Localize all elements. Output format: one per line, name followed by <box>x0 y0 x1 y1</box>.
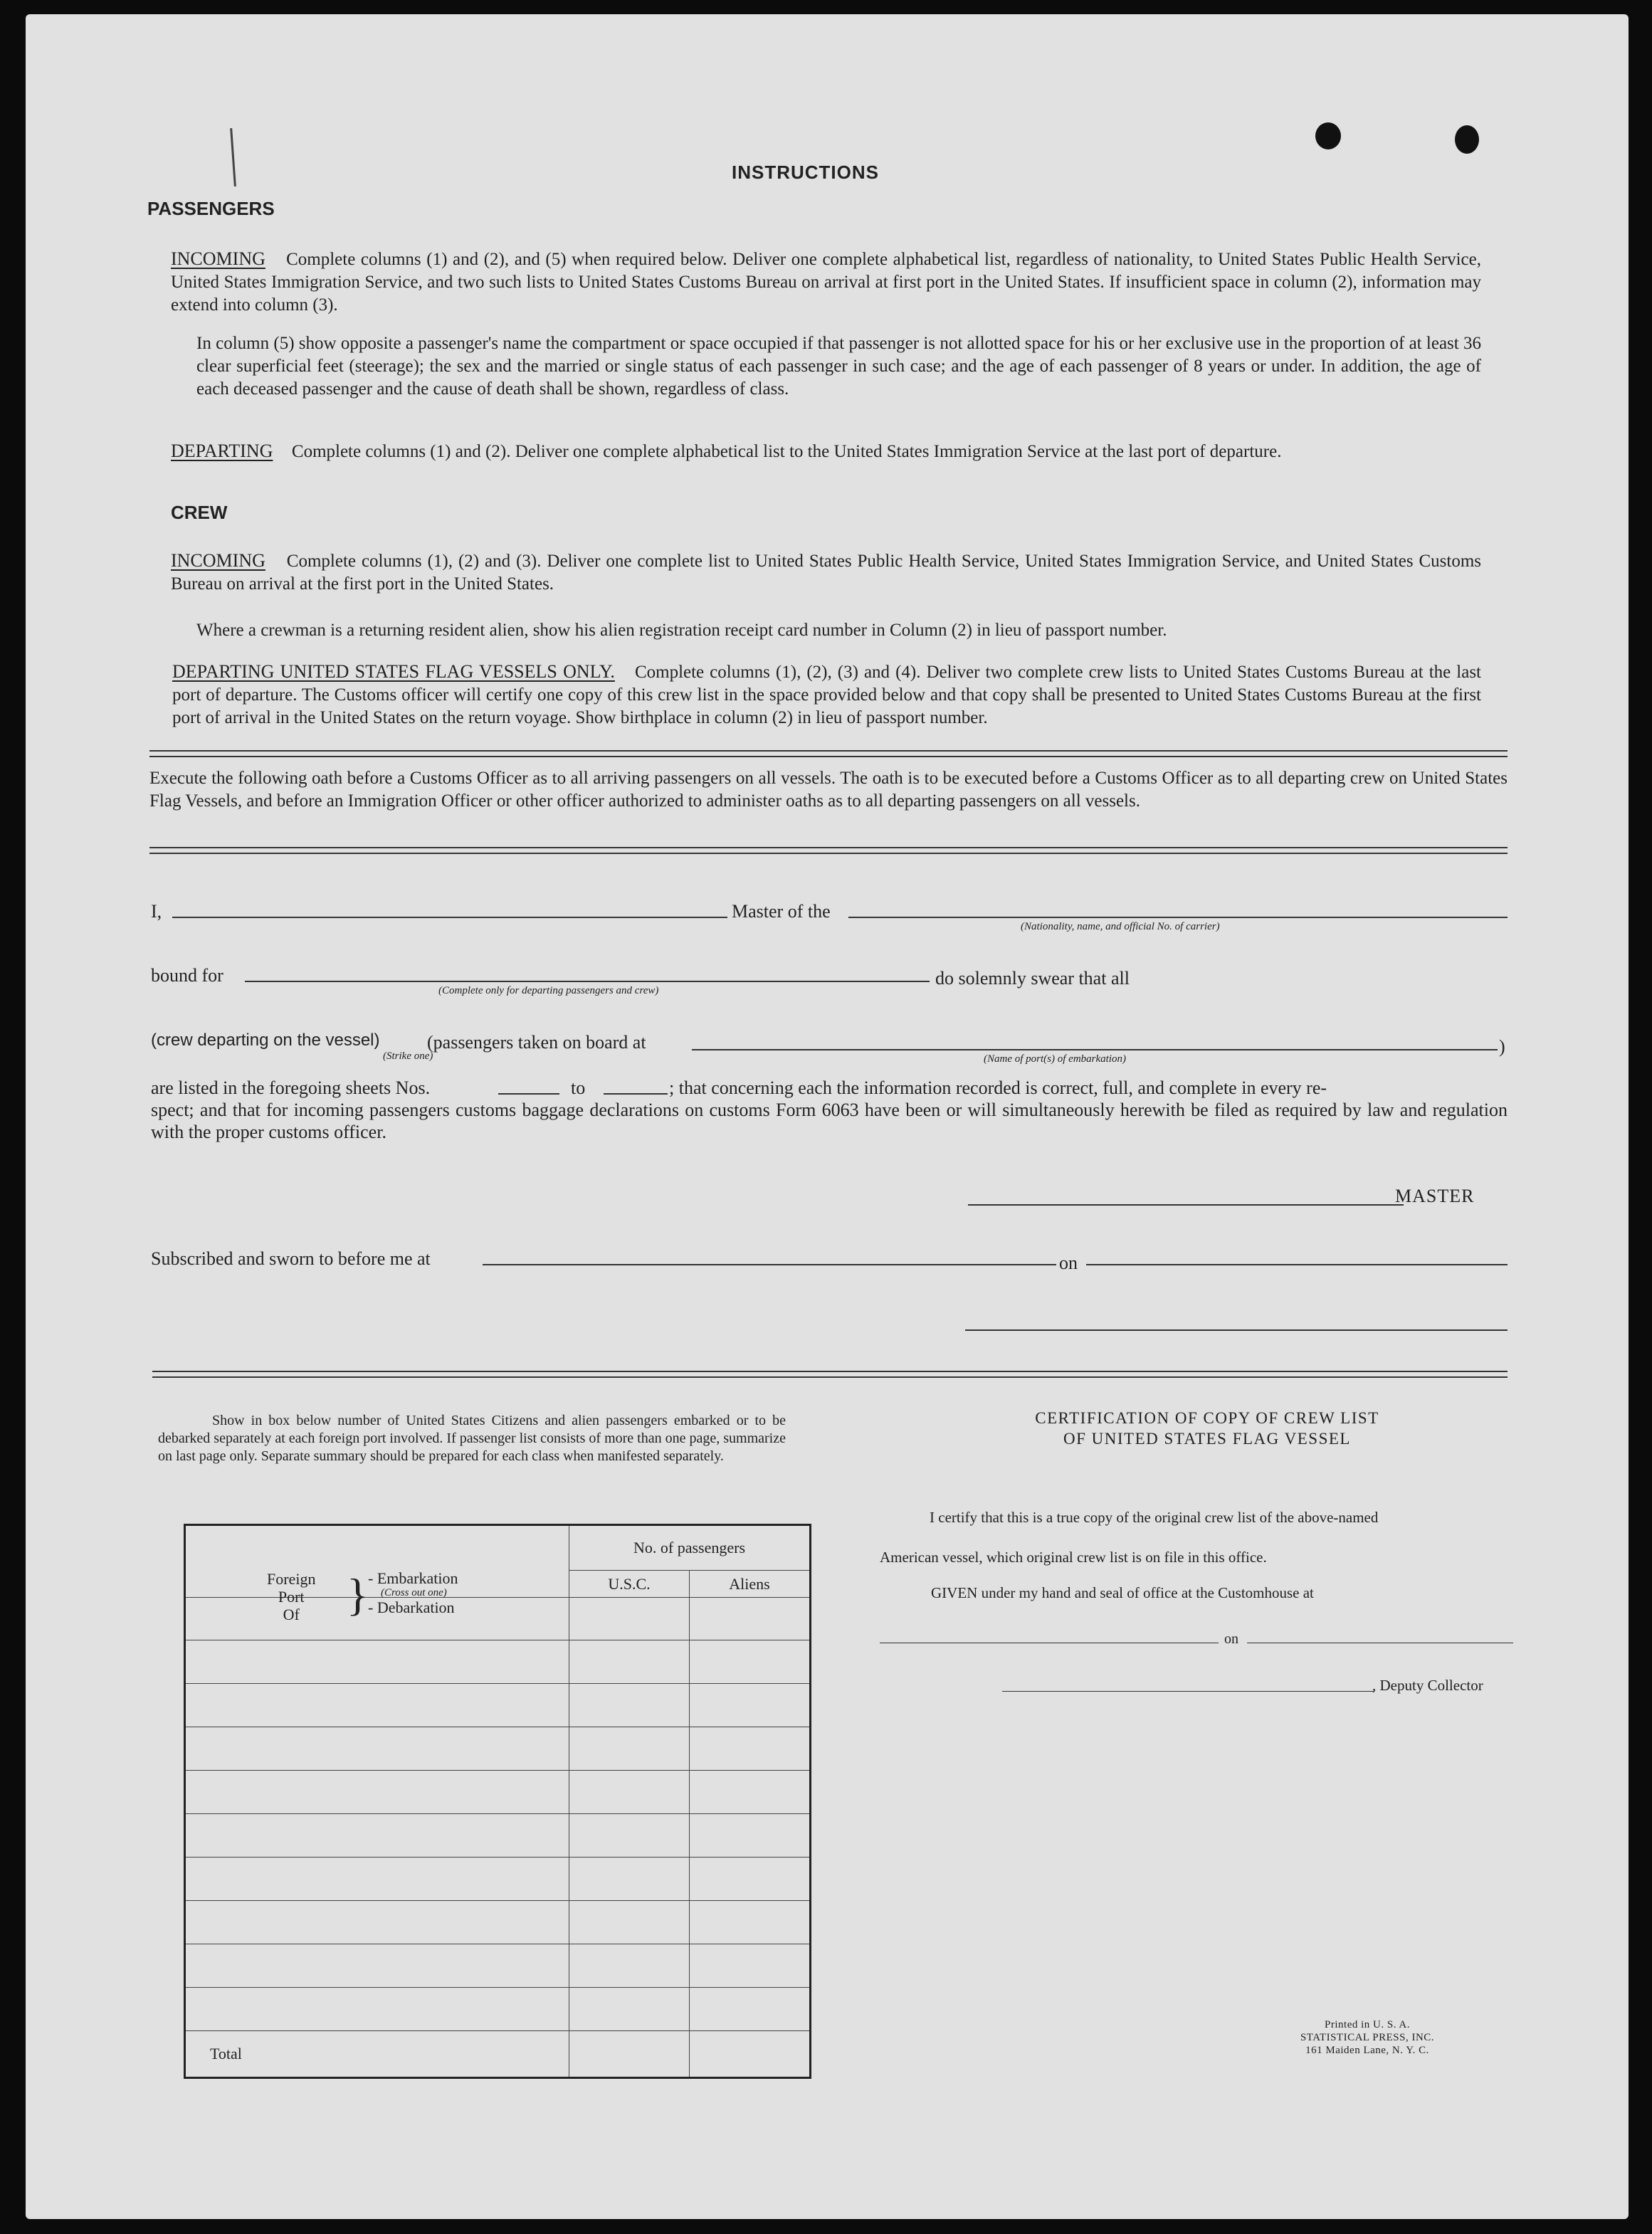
printer-line3: 161 Maiden Lane, N. Y. C. <box>1305 2045 1429 2056</box>
usc-cell[interactable] <box>569 1684 690 1727</box>
sheet-from-field[interactable] <box>498 1093 559 1095</box>
passengers-incoming-label: INCOMING <box>171 248 265 269</box>
sworn-date-field[interactable] <box>1086 1264 1508 1265</box>
table-row <box>185 1814 811 1858</box>
usc-cell[interactable] <box>569 1814 690 1858</box>
crew-title: CREW <box>171 502 228 523</box>
certification-title <box>951 1408 1463 1449</box>
certify-line2: American vessel, which original crew list is on file in this office. <box>880 1549 1267 1566</box>
oath-instruction-paragraph: Execute the following oath before a Customs Officer as to all arriving passengers on all vessels. The oath is to be executed before a Customs Officer as to all departing crew on United States Flag Vessels, and before an Immigration Officer or other officer authorized to administer oaths as to all departing passengers on all vessels. <box>149 769 1508 811</box>
close-paren: ) <box>1499 1036 1505 1057</box>
aliens-cell[interactable] <box>690 1640 811 1684</box>
table-row <box>185 1771 811 1814</box>
carrier-field[interactable] <box>848 917 1508 918</box>
swear-label: do solemnly swear that all <box>935 968 1130 989</box>
aliens-cell[interactable] <box>690 1684 811 1727</box>
officer-signature-line[interactable] <box>965 1329 1508 1331</box>
port-note: (Name of port(s) of embarkation) <box>984 1053 1126 1065</box>
port-cell[interactable] <box>185 1684 569 1727</box>
usc-cell[interactable] <box>569 1901 690 1944</box>
punch-hole-mark <box>1315 122 1341 149</box>
table-row <box>185 1727 811 1771</box>
port-cell[interactable] <box>185 1944 569 1988</box>
passengers-title: PASSENGERS <box>147 198 275 219</box>
aliens-cell[interactable] <box>690 1727 811 1771</box>
deputy-signature-line[interactable] <box>1002 1691 1374 1692</box>
passengers-departing-text: Complete columns (1) and (2). Deliver one complete alphabetical list to the United States Immigration Service at the last port of departure. <box>291 442 1282 461</box>
aliens-cell[interactable] <box>690 1771 811 1814</box>
pencil-mark <box>230 128 236 186</box>
section-divider <box>149 847 1508 854</box>
passengers-incoming-text: Complete columns (1) and (2), and (5) when required below. Deliver one complete alphabetical list, regardless of nationality, to United States Public Health Service, United States Immigration Service, and two such lists to United States Customs Bureau on arrival at first port in the United States. If insufficient space in column (2), information may extend into column (3). <box>171 250 1482 315</box>
usc-header: U.S.C. <box>569 1571 690 1598</box>
crew-departing-text: (crew departing on the vessel) <box>151 1031 380 1050</box>
debarkation-option[interactable]: - Debarkation <box>368 1598 455 1616</box>
bound-for-field[interactable] <box>245 981 930 982</box>
passenger-summary-table <box>184 1524 811 2079</box>
usc-cell[interactable] <box>569 1598 690 1640</box>
crew-departing-label: DEPARTING UNITED STATES FLAG VESSELS ONLY. <box>172 661 615 682</box>
table-row <box>185 1901 811 1944</box>
crew-departing-text: Complete columns (1), (2), (3) and (4). Deliver two complete crew lists to United States Customs Bureau at the last port of departure. The Customs officer will certify one copy of this crew list in the space provided below and that copy shall be presented to United States Customs Bureau at the first port of arrival in the United States on the return voyage. Show birthplace in column (2) in lieu of passport number. <box>172 663 1482 727</box>
table-row <box>185 1684 811 1727</box>
master-name-field[interactable] <box>172 917 727 918</box>
aliens-cell[interactable] <box>690 1988 811 2031</box>
cert-on-label: on <box>1224 1631 1238 1647</box>
total-label: Total <box>185 2031 569 2078</box>
port-cell[interactable] <box>185 1727 569 1771</box>
subscribed-label: Subscribed and sworn to before me at <box>151 1248 431 1269</box>
port-label: Port <box>278 1588 305 1606</box>
summary-instruction: Show in box below number of United States Citizens and alien passengers embarked or to be debarked separately at each foreign port involved. If passenger list consists of more than one page, summarize on last page only. Separate summary should be prepared for each class when manifested separately. <box>158 1413 786 1464</box>
deputy-collector-label: , Deputy Collector <box>1372 1677 1483 1694</box>
usc-cell[interactable] <box>569 1640 690 1684</box>
passengers-departing-paragraph <box>171 440 1481 463</box>
port-cell[interactable] <box>185 1901 569 1944</box>
section-divider <box>149 750 1508 757</box>
usc-total-cell[interactable] <box>569 2031 690 2078</box>
certify-line1: I certify that this is a true copy of the original crew list of the above-named <box>930 1509 1379 1526</box>
of-label: Of <box>283 1606 300 1623</box>
strike-one-note: (Strike one) <box>383 1050 433 1062</box>
usc-cell[interactable] <box>569 1944 690 1988</box>
usc-cell[interactable] <box>569 1771 690 1814</box>
bound-for-label: bound for <box>151 965 223 986</box>
usc-cell[interactable] <box>569 1858 690 1901</box>
master-signature-line[interactable] <box>968 1204 1404 1206</box>
aliens-total-cell[interactable] <box>690 2031 811 2078</box>
usc-cell[interactable] <box>569 1988 690 2031</box>
given-line: GIVEN under my hand and seal of office at the Customhouse at <box>931 1584 1314 1601</box>
passengers-taken-option[interactable]: (passengers taken on board at <box>427 1032 646 1053</box>
port-header-cell <box>185 1525 569 1623</box>
bound-for-note: (Complete only for departing passengers and crew) <box>438 985 659 996</box>
sheet-to-field[interactable] <box>604 1093 668 1095</box>
to-label: to <box>571 1078 586 1098</box>
passengers-departing-label: DEPARTING <box>171 441 273 461</box>
aliens-cell[interactable] <box>690 1598 811 1640</box>
resident-alien-paragraph: Where a crewman is a returning resident alien, show his alien registration receipt card number in Column (2) in lieu of passport number. <box>196 621 1167 640</box>
listed-suffix: ; that concerning each the information recorded is correct, full, and complete in every re- <box>669 1078 1327 1098</box>
form-sheet <box>26 14 1629 2219</box>
certification-title-line1: CERTIFICATION OF COPY OF CREW LIST <box>1035 1409 1379 1427</box>
oath-i-label: I, <box>151 901 162 922</box>
aliens-cell[interactable] <box>690 1814 811 1858</box>
table-row <box>185 1944 811 1988</box>
table-row <box>185 1988 811 2031</box>
printer-line2: STATISTICAL PRESS, INC. <box>1300 2032 1435 2043</box>
column5-paragraph: In column (5) show opposite a passenger's name the compartment or space occupied if that passenger is not allotted space for his or her exclusive use in the proportion of at least 36 clear superficial feet (steerage); the sex and the married or single status of each passenger in such case; and the age of each passenger of 8 years or under. In addition, the age of each deceased passenger and the cause of death shall be shown, regardless of class. <box>196 334 1481 399</box>
listed-prefix: are listed in the foregoing sheets Nos. <box>151 1078 431 1098</box>
port-cell[interactable] <box>185 1814 569 1858</box>
crew-incoming-text: Complete columns (1), (2) and (3). Deliver one complete list to United States Public Health Service, United States Immigration Service, and United States Customs Bureau on arrival at the first port in the United States. <box>171 552 1482 594</box>
crew-incoming-label: INCOMING <box>171 550 265 571</box>
page-title: INSTRUCTIONS <box>732 162 879 183</box>
printer-line1: Printed in U. S. A. <box>1325 2019 1410 2030</box>
sworn-on-label: on <box>1059 1253 1078 1273</box>
crew-departing-paragraph <box>172 660 1481 729</box>
port-cell[interactable] <box>185 1771 569 1814</box>
port-cell[interactable] <box>185 1640 569 1684</box>
sworn-place-field[interactable] <box>483 1264 1056 1265</box>
port-cell[interactable] <box>185 1988 569 2031</box>
crew-departing-option[interactable] <box>151 1029 380 1050</box>
certification-title-line2: OF UNITED STATES FLAG VESSEL <box>1063 1430 1351 1448</box>
crew-incoming-paragraph <box>171 549 1481 596</box>
carrier-note: (Nationality, name, and official No. of carrier) <box>1021 921 1220 932</box>
aliens-header: Aliens <box>690 1571 811 1598</box>
printer-imprint <box>1278 2018 1456 2057</box>
embarkation-port-field[interactable] <box>692 1049 1498 1050</box>
punch-hole-mark <box>1455 125 1479 154</box>
aliens-cell[interactable] <box>690 1858 811 1901</box>
section-divider <box>152 1371 1508 1378</box>
master-label: MASTER <box>1395 1186 1475 1206</box>
cross-out-note: (Cross out one) <box>381 1587 447 1598</box>
table-row <box>185 1858 811 1901</box>
aliens-cell[interactable] <box>690 1901 811 1944</box>
master-of-the-label: Master of the <box>732 901 831 922</box>
port-cell[interactable] <box>185 1858 569 1901</box>
table-row <box>185 1640 811 1684</box>
foreign-label: Foreign <box>267 1570 316 1588</box>
usc-cell[interactable] <box>569 1727 690 1771</box>
no-passengers-header: No. of passengers <box>569 1525 811 1571</box>
total-row <box>185 2031 811 2078</box>
oath-continuation: spect; and that for incoming passengers customs baggage declarations on customs Form 6063 have been or will simultaneously herewith be filed as required by law and regulation with the proper customs officer. <box>151 1100 1508 1142</box>
embarkation-option[interactable]: - Embarkation <box>368 1569 458 1587</box>
aliens-cell[interactable] <box>690 1944 811 1988</box>
passengers-incoming-paragraph <box>171 248 1481 317</box>
bracket-icon: } <box>347 1569 369 1620</box>
